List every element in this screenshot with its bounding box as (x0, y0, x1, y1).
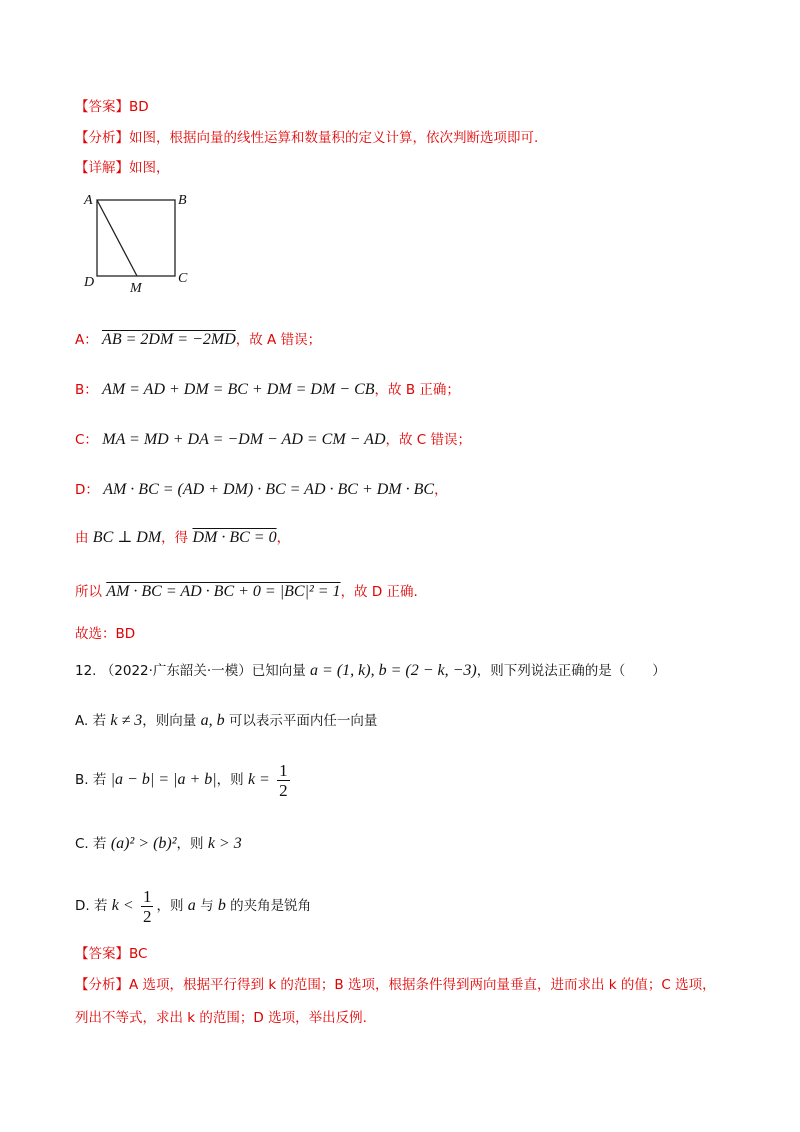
item-f-suffix: ，故 D 正确. (340, 584, 418, 600)
analysis-line-2a (75, 975, 740, 995)
conclusion-text: 故选：BD (75, 626, 136, 642)
answer-line-2 (75, 944, 740, 964)
option-d-k: k < (111, 897, 134, 914)
item-e (75, 528, 740, 548)
option-a-math1: k ≠ 3 (110, 712, 143, 729)
question-source: （2022·广东韶关·一模）已知向量 (100, 663, 306, 679)
item-d (75, 480, 740, 500)
answer-label: 【答案】 (75, 99, 129, 115)
analysis-label: 【分析】 (75, 130, 129, 146)
item-c-prefix: C： (75, 432, 98, 448)
label-M: M (130, 281, 142, 296)
option-d-numerator: 1 (142, 886, 152, 906)
item-e-math1: BC ⊥ DM (92, 529, 162, 546)
item-c-math: MA = MD + DA = −DM − AD = CM − AD (102, 431, 386, 448)
analysis2-line1: A 选项，根据平行得到 k 的范围；B 选项，根据条件得到两向量垂直，进而求出 k 的值；C 选项， (129, 977, 716, 993)
item-d-math: AM · BC = (AD + DM) · BC = AD · BC + DM · BC (103, 481, 435, 498)
label-D: D (84, 275, 95, 290)
question-vectors: a = (1, k), b = (2 − k, −3) (310, 662, 477, 679)
answer-line-1 (75, 97, 740, 117)
question-12-stem (75, 661, 740, 681)
item-f-prefix: 所以 (75, 584, 102, 600)
option-d-prefix: D. 若 (75, 898, 108, 914)
answer2-value: BC (129, 946, 148, 962)
item-g (75, 624, 740, 644)
item-c (75, 430, 740, 450)
option-d-and: 与 (200, 898, 214, 914)
detail-line-1 (75, 158, 740, 178)
question-number: 12. (75, 663, 97, 679)
analysis2-line2: 列出不等式，求出 k 的范围；D 选项，举出反例. (75, 1010, 367, 1026)
item-a-math: AB = 2DM = −2MD (102, 331, 236, 348)
option-b-math: |a − b| = |a + b| (110, 771, 217, 788)
option-a-prefix: A. 若 (75, 713, 107, 729)
question-tail: ，则下列说法正确的是（ ） (476, 663, 666, 679)
label-A: A (84, 193, 93, 208)
option-d (75, 886, 740, 926)
item-a-prefix: A： (75, 332, 98, 348)
item-b-suffix: ，故 B 正确； (374, 382, 460, 398)
option-b-k: k = (247, 771, 270, 788)
option-b-mid: ，则 (216, 772, 244, 788)
option-b (75, 760, 740, 800)
label-B: B (178, 193, 187, 208)
item-e-prefix: 由 (75, 530, 89, 546)
analysis-line-2b (75, 1008, 740, 1028)
item-e-suffix: ， (276, 530, 291, 546)
option-d-mid: ，则 (156, 898, 184, 914)
item-a (75, 330, 740, 350)
option-b-prefix: B. 若 (75, 772, 107, 788)
option-b-numerator: 1 (279, 760, 288, 780)
item-b (75, 380, 740, 400)
option-a (75, 711, 740, 731)
answer-value: BD (129, 99, 149, 115)
detail-label: 【详解】 (75, 160, 129, 176)
option-a-mid: ，则向量 (142, 713, 197, 729)
option-d-a: a (187, 897, 196, 914)
item-e-mid: ，得 (161, 530, 189, 546)
option-d-denominator: 2 (142, 906, 152, 926)
option-d-b: b (217, 897, 226, 914)
option-b-denominator: 2 (279, 780, 288, 800)
option-c-math: (a)² > (b)² (110, 835, 177, 852)
option-b-fraction (277, 761, 290, 800)
detail-text: 如图， (129, 160, 170, 176)
item-d-suffix: ， (434, 482, 448, 498)
option-a-tail: 可以表示平面内任一向量 (228, 713, 378, 729)
item-f (75, 582, 740, 602)
option-c (75, 834, 740, 854)
item-e-math2: DM · BC = 0 (192, 529, 277, 546)
analysis2-label: 【分析】 (75, 977, 129, 993)
analysis-text: 如图，根据向量的线性运算和数量积的定义计算，依次判断选项即可. (129, 130, 539, 146)
item-b-prefix: B： (75, 382, 98, 398)
item-b-math: AM = AD + DM = BC + DM = DM − CB (102, 381, 375, 398)
label-C: C (178, 271, 188, 286)
item-d-prefix: D： (75, 482, 99, 498)
option-a-math2: a, b (200, 712, 225, 729)
option-d-tail: 的夹角是锐角 (230, 898, 312, 914)
square-figure (80, 188, 200, 298)
item-c-suffix: ，故 C 错误； (385, 432, 472, 448)
option-c-mid: ，则 (176, 836, 204, 852)
item-a-suffix: ，故 A 错误； (235, 332, 322, 348)
item-f-math: AM · BC = AD · BC + 0 = |BC|² = 1 (106, 583, 341, 600)
option-d-fraction (141, 887, 154, 926)
option-c-math2: k > 3 (207, 835, 242, 852)
option-c-prefix: C. 若 (75, 836, 107, 852)
answer2-label: 【答案】 (75, 946, 129, 962)
analysis-line-1 (75, 128, 740, 148)
